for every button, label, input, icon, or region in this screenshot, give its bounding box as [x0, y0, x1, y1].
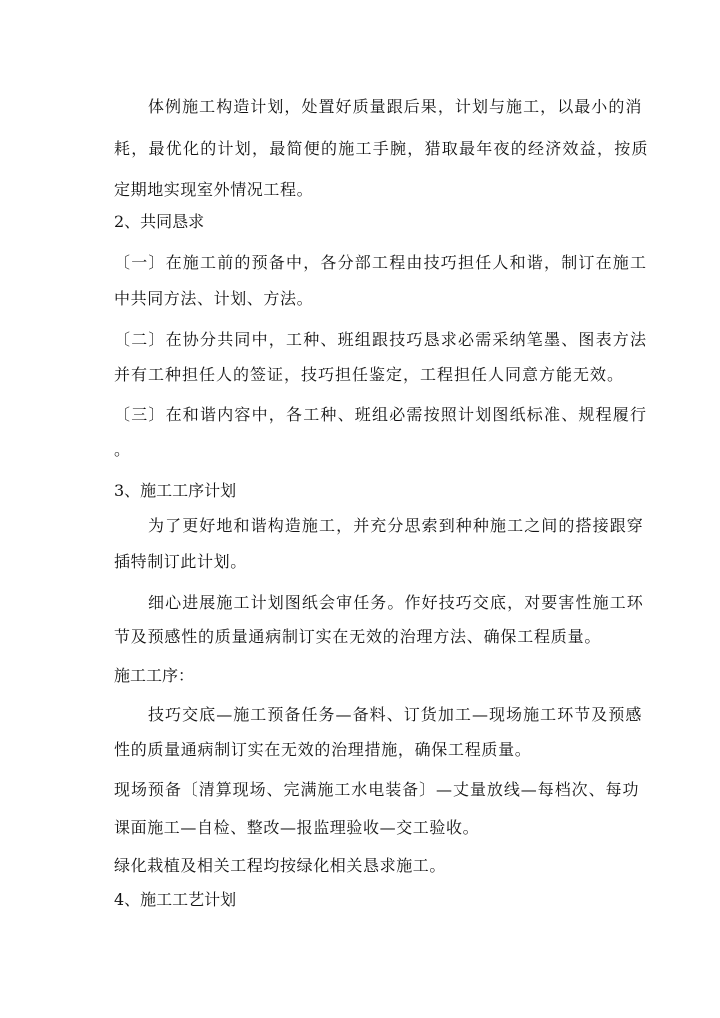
text-line: 绿化栽植及相关工程均按绿化相关恳求施工。	[114, 856, 447, 875]
text-line: 耗，最优化的计划，最简便的施工手腕，猎取最年夜的经济效益，按质	[114, 139, 649, 158]
section-heading: 4、施工工艺计划	[114, 890, 237, 909]
section-heading: 3、施工工序计划	[114, 481, 237, 500]
text-line: 节及预感性的质量通病制订实在无效的治理方法、确保工程质量。	[114, 627, 602, 646]
text-line: 为了更好地和谐构造施工，并充分思索到种种施工之间的搭接跟穿	[148, 516, 644, 535]
section-heading: 2、共同恳求	[114, 212, 205, 231]
text-line: 。	[114, 440, 131, 459]
text-line: 细心进展施工计划图纸会审任务。作好技巧交底，对要害性施工环	[148, 593, 644, 612]
text-line: 体例施工构造计划，处置好质量跟后果，计划与施工，以最小的消	[148, 97, 643, 116]
text-line: 〔一〕在施工前的预备中，各分部工程由技巧担任人和谐，制订在施工	[114, 253, 648, 272]
text-line: 并有工种担任人的签证，技巧担任鉴定，工程担任人同意方能无效。	[114, 365, 625, 384]
text-line: 定期地实现室外情况工程。	[114, 180, 314, 199]
text-line: 〔二〕在协分共同中，工种、班组跟技巧恳求必需采纳笔墨、图表方法	[114, 330, 648, 349]
text-line: 插特制订此计划。	[114, 552, 247, 571]
text-line: 技巧交底—施工预备任务—备料、订货加工—现场施工环节及预感	[148, 705, 643, 724]
text-line: 现场预备〔清算现场、完满施工水电装备〕—丈量放线—每档次、每功	[114, 780, 640, 799]
text-line: 课面施工—自检、整改—报监理验收—交工验收。	[114, 818, 480, 837]
text-line: 〔三〕在和谐内容中，各工种、班组必需按照计划图纸标准、规程履行	[114, 405, 648, 424]
text-line: 中共同方法、计划、方法。	[114, 289, 314, 308]
text-line: 性的质量通病制订实在无效的治理措施，确保工程质量。	[114, 740, 532, 759]
subheading: 施工工序：	[114, 666, 195, 685]
